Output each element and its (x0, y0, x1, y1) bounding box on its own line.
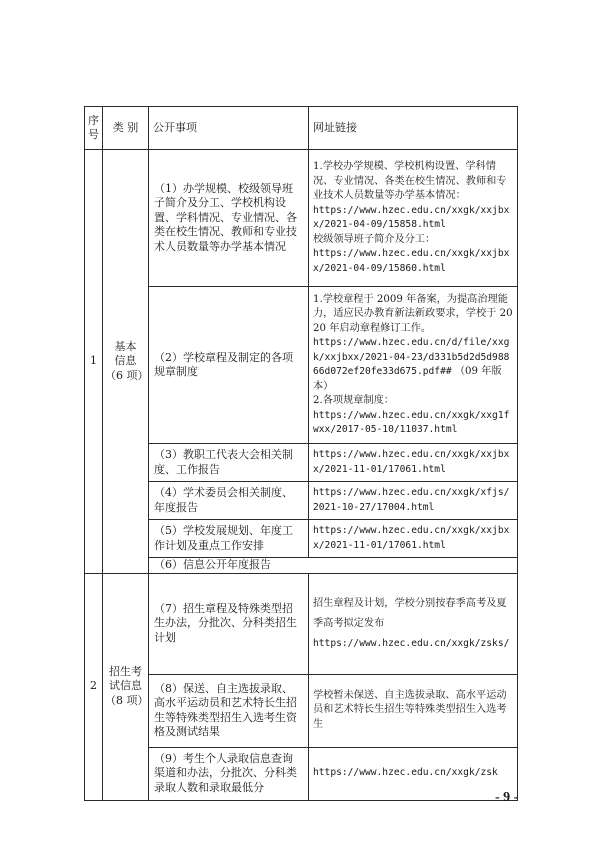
group-category (103, 150, 149, 574)
page-number: - 9 - (495, 790, 519, 805)
table-row (85, 520, 518, 558)
link-url[interactable]: https://www.hzec.edu.cn/xxgk/xfjs/2021-10-27/17004.html (309, 482, 518, 520)
item-cell: （5）学校发展规划、年度工作计划及重点工作安排 (149, 520, 309, 558)
link-url[interactable]: https://www.hzec.edu.cn/xxgk/xxg1fwxx/2017-05-10/11037.html (313, 409, 510, 435)
item-cell: （7）招生章程及特殊类型招生办法，分批次、分科类招生计划 (149, 573, 309, 674)
disclosure-table (84, 106, 518, 801)
link-url[interactable]: https://www.hzec.edu.cn/xxgk/zsks/ (313, 637, 510, 649)
category-line: 试信息 (109, 679, 142, 693)
link-url[interactable]: https://www.hzec.edu.cn/d/file/xxgk/xxjbxx/2021-04-23/d331b5d2d5d98866d072ef20fe33d675.pdf## (313, 337, 510, 377)
table-row (85, 573, 518, 674)
link-description: 学校暂未保送、自主选拔录取、高水平运动员和艺术特长生招生等特殊类型招生入选考生 (309, 674, 518, 747)
table-row (85, 747, 518, 800)
link-url[interactable]: https://www.hzec.edu.cn/xxgk/xxjbxx/2021-11-01/17061.html (309, 444, 518, 482)
table-row (85, 558, 518, 574)
category-line: （8 项） (105, 693, 149, 707)
item-cell: （3）教职工代表大会相关制度、工作报告 (149, 444, 309, 482)
table-row (85, 482, 518, 520)
table-row (85, 444, 518, 482)
link-cell (309, 287, 518, 444)
link-description: 1.学校章程于 2009 年备案，为提高治理能力，适应民办教育新法新政要求，学校于 2020 年启动章程修订工作。 (313, 293, 513, 334)
item-cell: （9）考生个人录取信息查询渠道和办法，分批次、分科类录取人数和录取最低分 (149, 747, 309, 800)
group-seq: 2 (85, 573, 103, 800)
link-url[interactable]: https://www.hzec.edu.cn/xxgk/xxjbxx/2021-11-01/17061.html (309, 520, 518, 558)
link-url[interactable]: https://www.hzec.edu.cn/xxgk/xxjbxx/2021-04-09/15860.html (313, 248, 510, 274)
category-line: 信息 (114, 354, 137, 367)
header-category: 类 别 (103, 107, 149, 150)
table-row (85, 287, 518, 444)
link-url[interactable]: https://www.hzec.edu.cn/xxgk/zsk (309, 747, 518, 800)
link-description: 招生章程及计划，学校分别按春季高考及夏季高考拟定发布 (313, 597, 507, 629)
item-cell: （4）学术委员会相关制度、年度报告 (149, 482, 309, 520)
link-description: 1.学校办学规模、学校机构设置、学科情况、专业情况、各类在校生情况、教师和专业技术人员数量等办学基本情况： (313, 161, 507, 201)
link-description: 2.各项规章制度： (313, 395, 395, 406)
item-cell: （8）保送、自主选拔录取、高水平运动员和艺术特长生招生等特殊类型招生入选考生资格及测试结果 (149, 674, 309, 747)
link-cell (309, 573, 518, 674)
header-link: 网址链接 (309, 107, 518, 150)
link-note: （09 年版本） (313, 366, 502, 392)
category-line: （6 项） (105, 368, 149, 382)
header-item: 公开事项 (149, 107, 309, 150)
item-cell: （2）学校章程及制定的各项规章制度 (149, 287, 309, 444)
category-line: 基本 (114, 339, 137, 353)
item-cell: （1）办学规模、校级领导班子简介及分工、学校机构设置、学科情况、专业情况、各类在校生情况、教师和专业技术人员数量等办学基本情况 (149, 150, 309, 287)
table-row (85, 150, 518, 287)
table-row (85, 674, 518, 747)
group-seq: 1 (85, 150, 103, 574)
link-cell (309, 150, 518, 287)
link-url[interactable]: https://www.hzec.edu.cn/xxgk/xxjbxx/2021-04-09/15858.html (313, 204, 510, 230)
group-category (103, 573, 149, 800)
table-header-row (85, 107, 518, 150)
category-line: 招生考 (109, 664, 142, 678)
link-description: 校级领导班子简介及分工： (313, 233, 436, 245)
header-seq: 序号 (85, 107, 103, 150)
item-cell: （6）信息公开年度报告 (149, 558, 518, 574)
